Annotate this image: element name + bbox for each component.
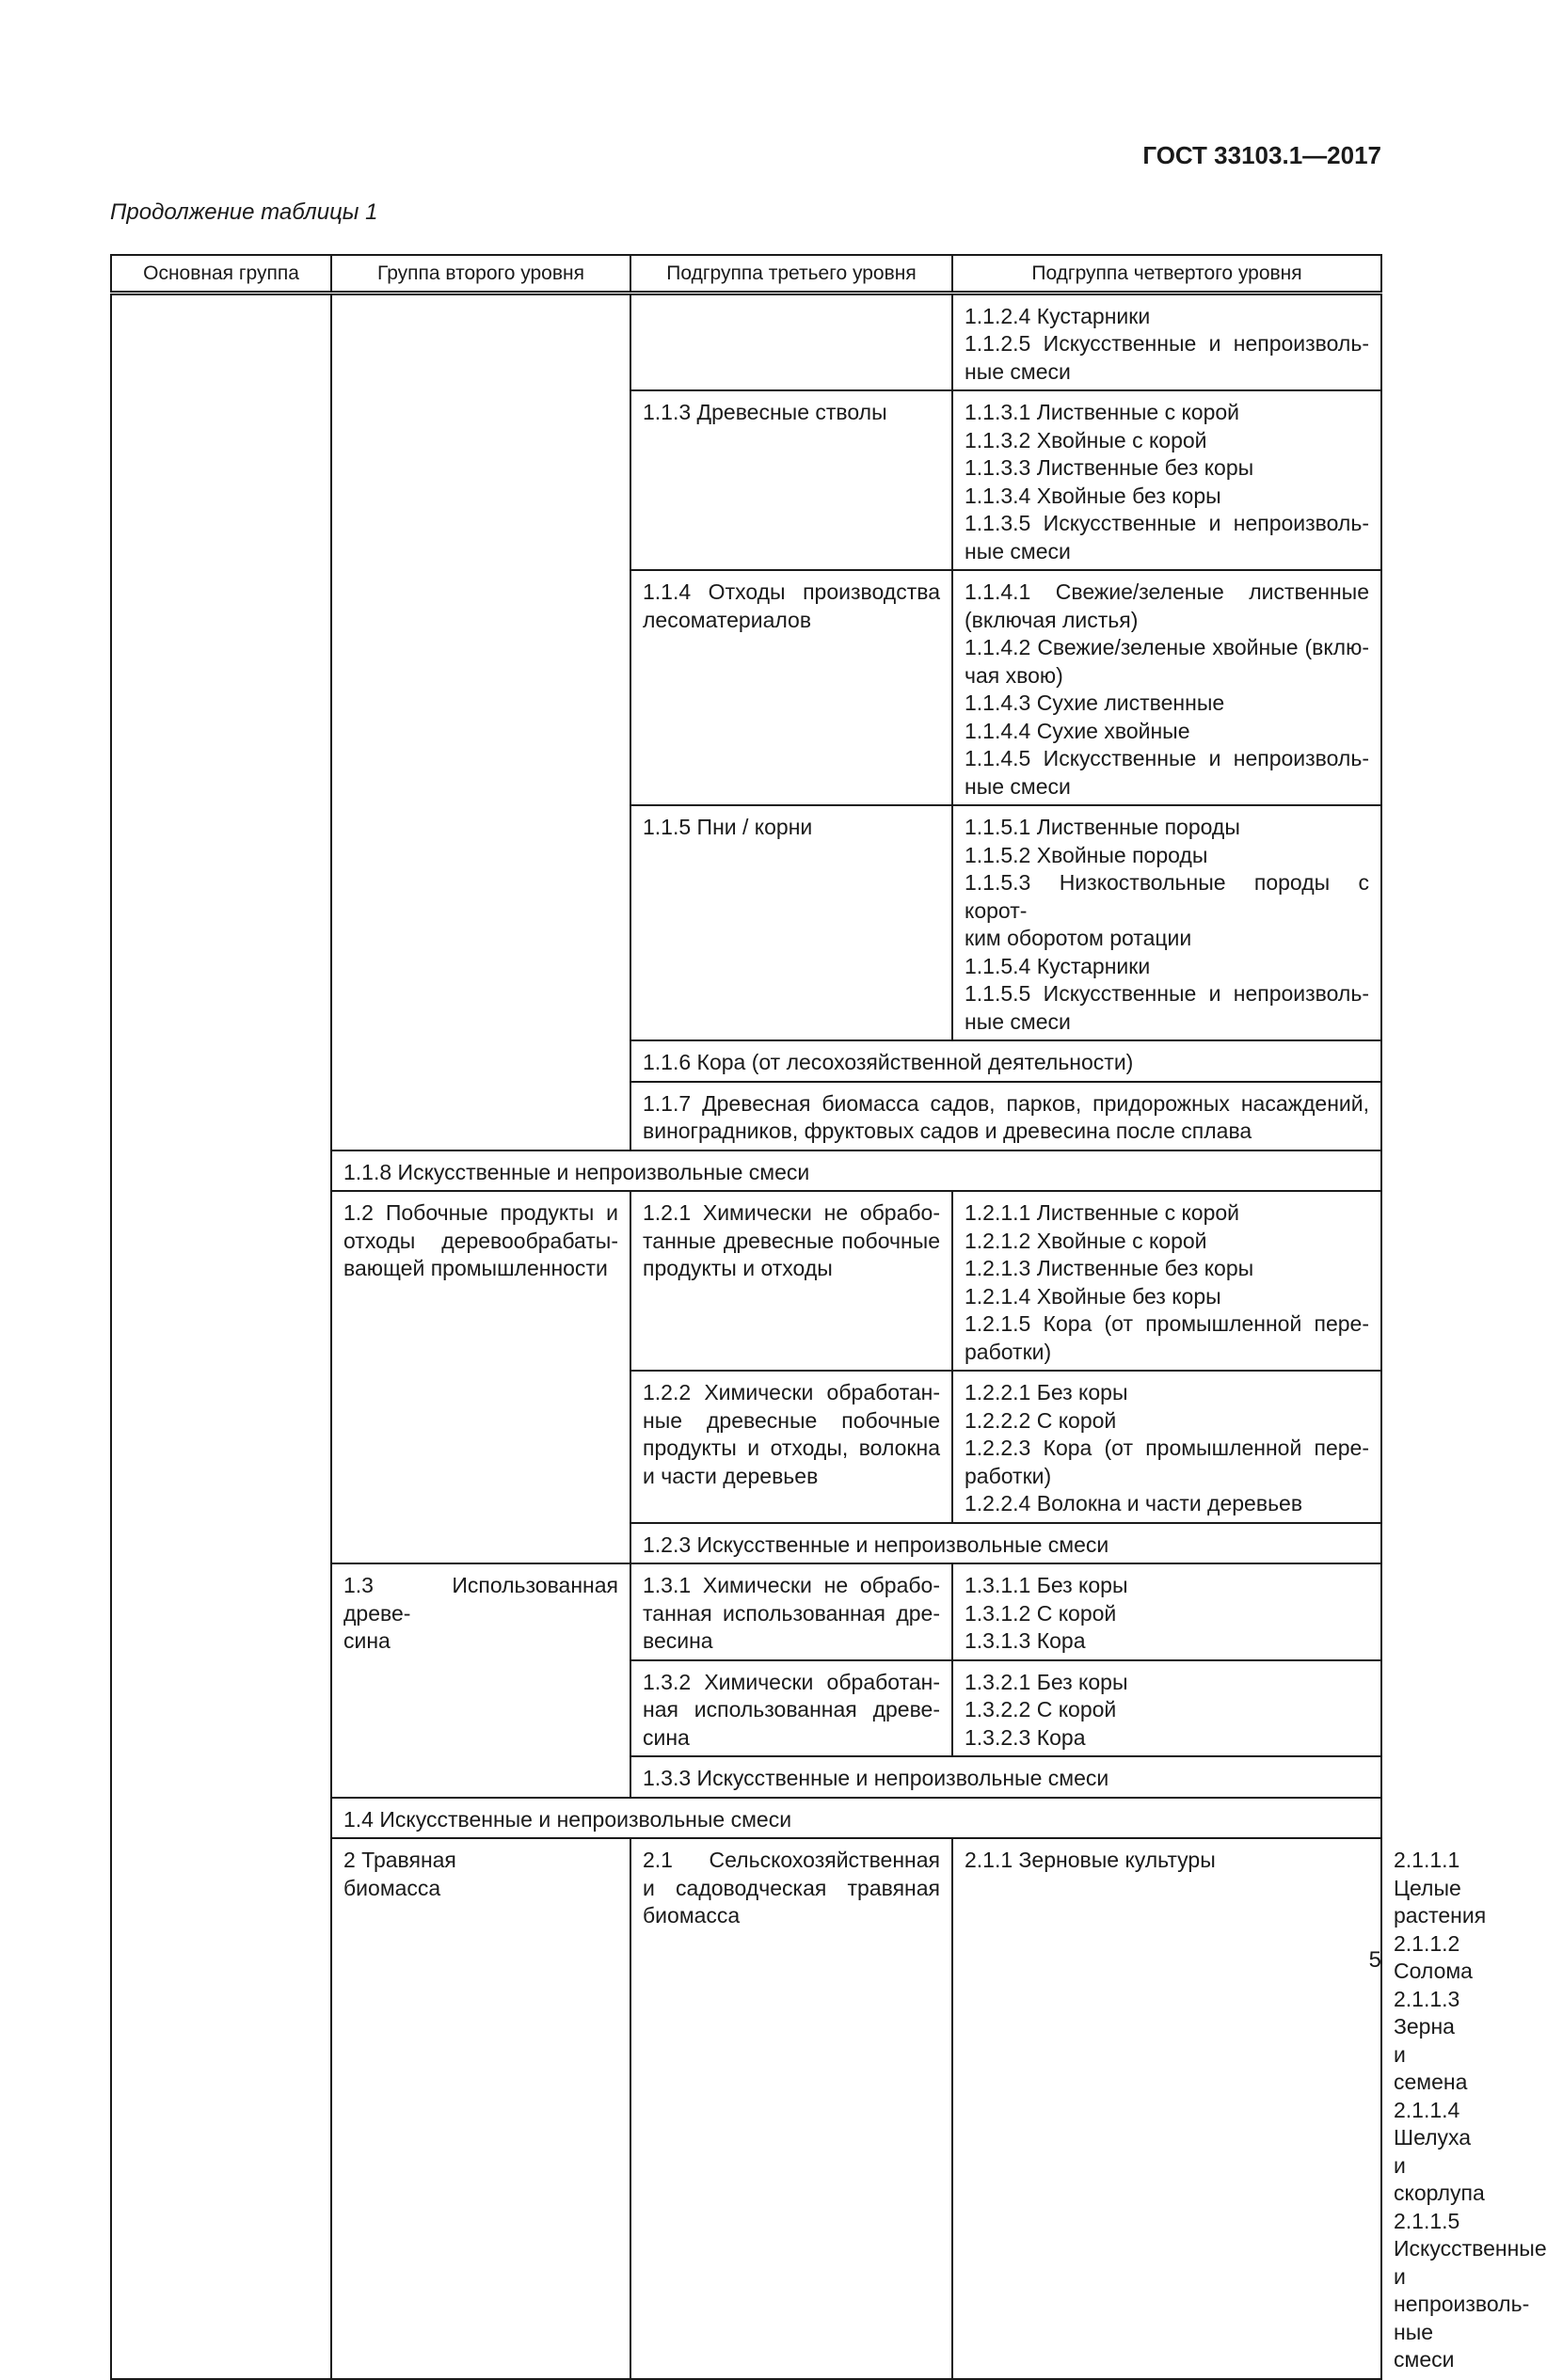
second-level-cell <box>331 1563 630 1798</box>
cell-line: 1.1.5.2 Хвойные породы <box>965 842 1208 867</box>
cell-line: 1.1.7 Древесная биомасса садов, парков, придорожных насаждений, <box>643 1090 1369 1116</box>
page-number: 5 <box>1368 1947 1381 1973</box>
third-level-cell <box>630 1371 952 1523</box>
cell-line: 1.3.2.3 Кора <box>965 1724 1086 1750</box>
cell-line: сина <box>343 1628 391 1653</box>
third-level-cell <box>630 1191 952 1371</box>
cell-line: и садоводческая травяная <box>643 1875 940 1900</box>
cell-line: 1.2 Побочные продукты и <box>343 1200 618 1225</box>
cell-line: 1.3.2 Химически обработан- <box>643 1669 940 1694</box>
third-level-cell: 2.1.1 Зерновые культуры <box>952 1838 1381 2379</box>
third-level-wide-cell: 1.2.3 Искусственные и непроизвольные смеси <box>630 1523 1381 1564</box>
column-header-second-level: Группа второго уровня <box>331 255 630 293</box>
cell-line: 1.2.2.4 Волокна и части деревьев <box>965 1491 1303 1515</box>
cell-line: 1.1.4.1 Свежие/зеленые лиственные <box>965 579 1369 604</box>
table-row <box>111 293 1381 390</box>
second-level-cell <box>630 1838 952 2379</box>
cell-line: ные древесные побочные <box>643 1407 940 1433</box>
third-level-cell <box>630 1563 952 1660</box>
cell-line: 1.1.2.4 Кустарники <box>965 303 1151 328</box>
third-level-wide-cell: 1.1.6 Кора (от лесохозяйственной деятельности) <box>630 1040 1381 1082</box>
main-group-cell-1 <box>111 293 331 2379</box>
cell-line: 1.1.3.2 Хвойные с корой <box>965 427 1207 452</box>
cell-line: 1.3.2.2 С корой <box>965 1697 1117 1722</box>
cell-line: ные смеси <box>965 1008 1071 1034</box>
cell-line: 2.1 Сельскохозяйственная <box>643 1848 940 1872</box>
cell-line: ная использованная древе- <box>643 1697 940 1722</box>
table-header-row <box>111 255 1381 293</box>
cell-line: весина <box>643 1628 713 1653</box>
second-level-cell <box>331 1191 630 1563</box>
cell-line: 1.1.4.3 Сухие лиственные <box>965 690 1225 715</box>
fourth-level-cell <box>952 805 1381 1040</box>
cell-line: 1.2.1 Химически не обрабо- <box>643 1200 940 1225</box>
cell-line: 1.3.2.1 Без коры <box>965 1669 1128 1694</box>
cell-line: продукты и отходы <box>643 1256 833 1280</box>
cell-line: 1.3.1.3 Кора <box>965 1628 1086 1653</box>
fourth-level-cell <box>952 1563 1381 1660</box>
cell-line: 1.1.4.4 Сухие хвойные <box>965 718 1190 743</box>
cell-line: 1.2.1.5 Кора (от промышленной пере- <box>965 1311 1369 1336</box>
fourth-level-cell <box>952 1660 1381 1757</box>
second-level-wide-cell: 1.4 Искусственные и непроизвольные смеси <box>331 1798 1381 1839</box>
cell-line: (включая листья) <box>965 607 1139 632</box>
cell-line: 1.2.2 Химически обработан- <box>643 1380 940 1404</box>
cell-line: 1.1.2.5 Искусственные и непроизволь- <box>965 331 1369 356</box>
cell-line: 1.1.5.1 Лиственные породы <box>965 815 1240 839</box>
cell-line: вающей промышленности <box>343 1256 608 1280</box>
column-header-fourth-level: Подгруппа четвертого уровня <box>952 255 1381 293</box>
cell-line: 1.1.5.4 Кустарники <box>965 953 1151 978</box>
third-level-cell <box>630 570 952 805</box>
fourth-level-cell <box>952 570 1381 805</box>
cell-line: и части деревьев <box>643 1463 819 1488</box>
third-level-wide-cell: 1.1.8 Искусственные и непроизвольные смеси <box>331 1150 1381 1192</box>
cell-line: ные смеси <box>965 358 1071 384</box>
cell-line: работки) <box>965 1463 1052 1488</box>
cell-line: ные смеси <box>965 773 1071 799</box>
third-level-wide-cell: 1.3.3 Искусственные и непроизвольные смеси <box>630 1756 1381 1798</box>
cell-line: 1.3.1.2 С корой <box>965 1600 1117 1626</box>
cell-line: 1.1.3.3 Лиственные без коры <box>965 455 1254 480</box>
cell-line: 1.2.1.1 Лиственные с корой <box>965 1200 1240 1225</box>
cell-line: отходы деревообрабаты- <box>343 1228 618 1253</box>
cell-line: танная использованная дре- <box>643 1600 940 1626</box>
cell-line: 1.1.4.2 Свежие/зеленые хвойные (вклю- <box>965 635 1369 659</box>
third-level-cell-1-1-2 <box>630 293 952 390</box>
second-level-cell-1-1 <box>331 293 630 1150</box>
cell-line: 1.1.3.5 Искусственные и непроизволь- <box>965 511 1369 535</box>
cell-line: ные смеси <box>965 538 1071 563</box>
cell-line: 1.1.4 Отходы производства <box>643 579 940 604</box>
column-header-third-level: Подгруппа третьего уровня <box>630 255 952 293</box>
cell-line: продукты и отходы, волокна <box>643 1436 940 1460</box>
cell-line: чая хвою) <box>965 662 1063 688</box>
cell-line: 1.2.1.2 Хвойные с корой <box>965 1228 1207 1253</box>
fourth-level-cell <box>952 293 1381 390</box>
table-caption: Продолжение таблицы 1 <box>110 199 378 225</box>
document-code: ГОСТ 33103.1—2017 <box>1142 141 1381 169</box>
cell-line: биомасса <box>343 1875 441 1900</box>
cell-line: 1.3 Использованная древе- <box>343 1573 618 1626</box>
cell-line: 1.1.3.1 Лиственные с корой <box>965 400 1240 424</box>
cell-line: 1.3.1 Химически не обрабо- <box>643 1573 940 1597</box>
cell-line: 1.1.3.4 Хвойные без коры <box>965 483 1221 508</box>
cell-line: 1.3.1.1 Без коры <box>965 1573 1128 1597</box>
third-level-cell: 1.1.3 Древесные стволы <box>630 390 952 570</box>
cell-line: работки) <box>965 1339 1052 1364</box>
cell-line: 2 Травяная <box>343 1848 456 1872</box>
fourth-level-cell <box>952 390 1381 570</box>
cell-line: 1.2.2.2 С корой <box>965 1407 1117 1433</box>
table-row: 2 Травяная биомасса 2.1 Сельскохозяйственная и садоводческая травяная биомасса 2.1.1 Зерновые культуры 2.1.1.1 Целые растения 2.1.1.2 Солома 2.1.1.3 Зерна и семена 2.1.1.4 Шелуха и скорлупа 2.1.1.5 Искусственные и непроизволь- ные смеси <box>111 1838 1381 2379</box>
cell-line: 1.2.1.3 Лиственные без коры <box>965 1256 1254 1280</box>
cell-line: биомасса <box>643 1903 741 1928</box>
third-level-cell: 1.1.5 Пни / корни <box>630 805 952 1040</box>
cell-line: сина <box>643 1724 690 1750</box>
cell-line: лесоматериалов <box>643 607 812 632</box>
cell-line: 1.1.5.3 Низкоствольные породы с корот- <box>965 870 1369 923</box>
main-group-cell-2 <box>331 1838 630 2379</box>
cell-line: 1.1.4.5 Искусственные и непроизволь- <box>965 746 1369 770</box>
cell-line: виноградников, фруктовых садов и древесина после сплава <box>643 1119 1252 1143</box>
cell-line: 1.2.1.4 Хвойные без коры <box>965 1283 1221 1309</box>
column-header-main-group: Основная группа <box>111 255 331 293</box>
cell-line: 1.2.2.3 Кора (от промышленной пере- <box>965 1436 1369 1460</box>
third-level-wide-cell <box>630 1082 1381 1150</box>
cell-line: 1.1.5.5 Искусственные и непроизволь- <box>965 981 1369 1006</box>
classification-table <box>110 254 1547 2380</box>
fourth-level-cell <box>952 1371 1381 1523</box>
fourth-level-cell <box>952 1191 1381 1371</box>
cell-line: ким оборотом ротации <box>965 926 1192 950</box>
cell-line: 1.2.2.1 Без коры <box>965 1380 1128 1404</box>
third-level-cell <box>630 1660 952 1757</box>
cell-line: танные древесные побочные <box>643 1228 940 1253</box>
